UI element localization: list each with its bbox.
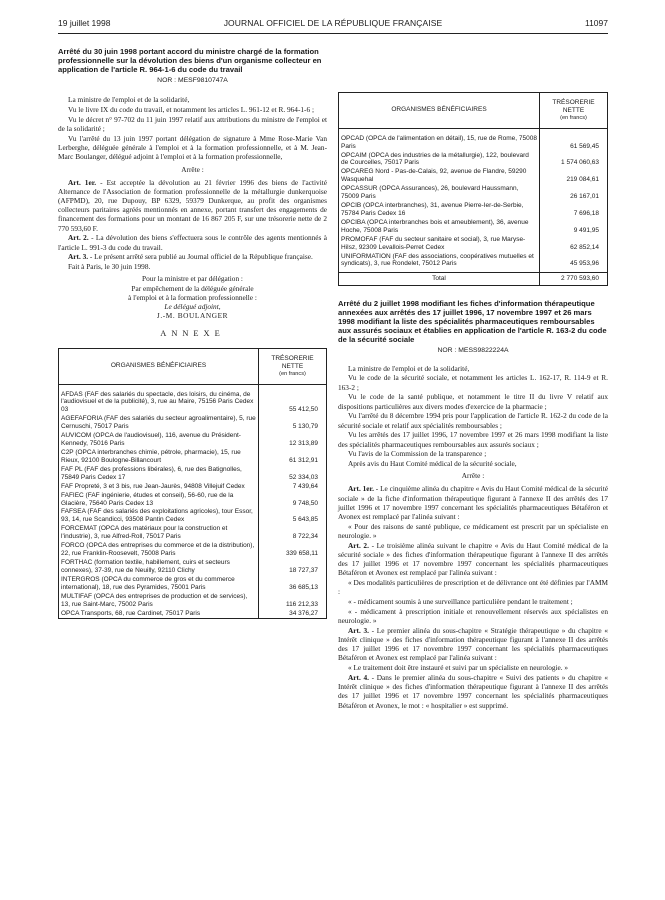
organism-amount: 9 491,95 <box>540 219 608 236</box>
article-label: Art. 2. <box>348 540 369 550</box>
annexe-heading: ANNEXE <box>160 329 225 339</box>
article-text: - Dans le premier alinéa du sous-chapitre « Suivi des patients » du chapitre « Intérêt clinique » des fiches d'information thérapeutique figurant à l'annexe II des arrêtés des 17 juillet 1996 et 17 novembre 1997 concernant les spécialités pharmaceutiques Bétaféron et Avonex, le mot : « hospitalier » est supprimé. <box>338 672 608 710</box>
preamble-paragraph: Vu l'avis de la Commission de la transparence ; <box>348 449 487 459</box>
table-total-row <box>339 273 608 286</box>
organism-name: OPCAIM (OPCA des industries de la métallurgie), 122, boulevard de Courcelles, 75017 Paris <box>339 152 540 169</box>
total-amount: 2 770 593,60 <box>540 273 608 286</box>
table-row <box>339 168 608 185</box>
organism-amount: 52 334,03 <box>259 466 327 483</box>
organism-name: FAF Propreté, 3 et 3 bis, rue Jean-Jaurès, 94808 Villejuif Cedex <box>59 483 259 492</box>
table-row <box>339 253 608 273</box>
preamble-paragraph: La ministre de l'emploi et de la solidarité, <box>348 363 470 373</box>
table-header-row <box>339 93 608 129</box>
table-row <box>339 236 608 253</box>
done-at: Fait à Paris, le 30 juin 1998. <box>68 262 151 272</box>
article-paragraph <box>58 178 327 233</box>
article-text: « - médicament soumis à une surveillance particulière pendant le traitement ; <box>348 597 573 607</box>
organism-name: AUVICOM (OPCA de l'audiovisuel), 116, avenue du Président-Kennedy, 75016 Paris <box>59 432 259 449</box>
preamble-paragraph: Vu le livre IX du code du travail, et notamment les articles L. 961-12 et R. 964-1-6 ; <box>68 105 314 115</box>
table-row <box>339 219 608 236</box>
table-row <box>59 525 327 542</box>
organism-amount: 55 412,50 <box>259 384 327 415</box>
article-text: « Des modalités particulières de prescription et de délivrance ont été définies par l'AMM : <box>338 578 608 597</box>
organism-name: AFDAS (FAF des salariés du spectacle, des loisirs, du cinéma, de l'audiovisuel et de la publicité), 3, rue au Maire, 75156 Paris Cedex 03 <box>59 384 259 415</box>
article-text: « - médicament à prescription initiale et renouvellement réservés aux spécialistes en neurologie. » <box>338 606 608 626</box>
quoted-paragraph <box>338 597 608 606</box>
quoted-paragraph <box>338 607 608 625</box>
organism-amount: 5 130,79 <box>259 415 327 432</box>
organism-name: OPCA Transports, 68, rue Cardinet, 75017 Paris <box>59 610 259 619</box>
signature-line: à l'emploi et à la formation professionnelle : <box>128 292 257 302</box>
preamble-paragraph: Vu le décret n° 97-702 du 11 juin 1997 relatif aux attributions du ministre de l'emploi et de la solidarité ; <box>58 114 327 134</box>
organism-amount: 26 167,01 <box>540 185 608 202</box>
table-row <box>339 152 608 169</box>
organism-amount: 7 696,18 <box>540 202 608 219</box>
decree-title: Arrêté du 2 juillet 1998 modifiant les fiches d'information thérapeutique annexées aux arrêtés des 17 juillet 1996, 17 novembre 1997 et 26 mars 1998 modifiant la liste des spécialités pharmaceutiques remboursables aux assurés sociaux et établies en application de l'article R. 163-2 du code de la sécurité sociale <box>338 299 607 345</box>
article-label: Art. 1er. <box>68 177 97 187</box>
column-header-treasury-unit: (en francs) <box>279 370 306 377</box>
beneficiaries-table <box>58 348 327 620</box>
signature-role: Le délégué adjoint, <box>164 301 221 311</box>
organism-name: OPCAREG Nord - Pas-de-Calais, 92, avenue de Flandre, 59290 Wasquehal <box>339 168 540 185</box>
table-row <box>59 384 327 415</box>
total-label: Total <box>339 273 540 286</box>
header-date: 19 juillet 1998 <box>58 18 111 28</box>
article-paragraph <box>58 233 327 251</box>
organism-amount: 45 953,96 <box>540 253 608 273</box>
column-header-treasury <box>540 93 608 129</box>
signature-line: Pour la ministre et par délégation : <box>142 274 243 284</box>
decree-nor: NOR : MESF9810747A <box>157 76 228 84</box>
organism-amount: 36 685,13 <box>259 576 327 593</box>
organism-amount: 219 084,61 <box>540 168 608 185</box>
article-paragraph <box>58 252 327 261</box>
organism-amount: 9 748,50 <box>259 492 327 509</box>
organism-name: FAFIEC (FAF ingénierie, études et conseil), 56-60, rue de la Glacière, 75640 Paris Cedex 13 <box>59 492 259 509</box>
table-row <box>339 128 608 151</box>
organism-name: AGEFAFORIA (FAF des salariés du secteur agroalimentaire), 5, rue Cernuschi, 75017 Paris <box>59 415 259 432</box>
organism-amount: 18 727,37 <box>259 559 327 576</box>
article-text: - Le présent arrêté sera publié au Journal officiel de la République française. <box>88 252 313 262</box>
organism-amount: 61 569,45 <box>540 128 608 151</box>
organism-amount: 61 312,91 <box>259 449 327 466</box>
quoted-paragraph <box>338 522 608 540</box>
organism-name: FAFSEA (FAF des salariés des exploitations agricoles), tour Essor, 93, 14, rue Scandicci, 93508 Pantin Cedex <box>59 508 259 525</box>
article-text: - Le cinquième alinéa du chapitre « Avis du Haut Comité médical de la sécurité sociale » de la fiche d'information thérapeutique figurant à l'annexe II des arrêtés des 17 juillet 1996 et 17 novembre 1997 concernant les spécialités pharmaceutiques Bétaféron et Avonex est remplacé par l'alinéa suivant : <box>338 484 608 522</box>
decree-nor: NOR : MESS9822224A <box>437 347 509 355</box>
organism-amount: 1 574 060,63 <box>540 152 608 169</box>
article-text: - La dévolution des biens s'effectuera sous le contrôle des agents mentionnés à l'article L. 991-3 du code du travail. <box>58 233 328 252</box>
table-row <box>59 542 327 559</box>
column-header-organisms: ORGANISMES BÉNÉFICIAIRES <box>59 348 259 384</box>
organism-name: FORCEMAT (OPCA des matériaux pour la construction et l'industrie), 3, rue Alfred-Roll, 75017 Paris <box>59 525 259 542</box>
preamble-paragraph: Vu l'arrêté du 13 juin 1997 portant délégation de signature à Mme Rose-Marie Van Lerberghe, déléguée générale à l'emploi et à la formation professionnelle, et à M. Jean-Marc Boulanger, délégué adjoint à l'emploi et à la formation professionnelle, <box>58 133 327 162</box>
signature-line: Par empêchement de la déléguée générale <box>131 283 254 293</box>
article-label: Art. 3. <box>348 625 369 635</box>
organism-name: OPCASSUR (OPCA Assurances), 26, boulevard Haussmann, 75009 Paris <box>339 185 540 202</box>
column-header-treasury <box>259 348 327 384</box>
page-header <box>58 18 608 32</box>
table-row <box>59 576 327 593</box>
organism-name: OPCIB (OPCA interbranches), 31, avenue Pierre-Ier-de-Serbie, 75784 Paris Cedex 16 <box>339 202 540 219</box>
organism-name: MULTIFAF (OPCA des entreprises de production et de services), 13, rue Saint-Marc, 75002 Paris <box>59 593 259 610</box>
article-paragraph <box>338 484 608 521</box>
column-header-organisms: ORGANISMES BÉNÉFICIAIRES <box>339 93 540 129</box>
preamble-paragraph: Vu le code de la sécurité sociale, et notamment les articles L. 162-17, R. 114-9 et R. 163-2 ; <box>338 373 608 392</box>
arrete-heading: Arrête : <box>461 471 485 481</box>
article-text: « Le traitement doit être instauré et suivi par un spécialiste en neurologie. » <box>348 663 569 673</box>
table-row <box>59 483 327 492</box>
table-row <box>59 466 327 483</box>
preamble-paragraph: Vu les arrêtés des 17 juillet 1996, 17 novembre 1997 et 26 mars 1998 modifiant la liste des spécialités pharmaceutiques remboursables aux assurés sociaux ; <box>338 430 608 449</box>
preamble-paragraph: Vu le code de la santé publique, et notamment le titre II du livre V relatif aux dispositions particulières aux divers modes d'exercice de la pharmacie ; <box>338 392 608 411</box>
table-header-row <box>59 348 327 384</box>
quoted-paragraph <box>338 578 608 596</box>
organism-name: UNIFORMATION (FAF des associations, coopératives mutuelles et syndicats), 3, rue Rondelet, 75012 Paris <box>339 253 540 273</box>
beneficiaries-table-continued <box>338 92 608 286</box>
article-label: Art. 1er. <box>348 484 374 494</box>
left-column <box>58 48 327 619</box>
organism-name: C2P (OPCA interbranches chimie, pétrole, pharmacie), 15, rue Rieux, 92100 Boulogne-Billancourt <box>59 449 259 466</box>
preamble-paragraph: Vu l'arrêté du 8 décembre 1994 pris pour l'application de l'article R. 162-2 du code de la sécurité sociale et relatif aux spécialités remboursables ; <box>338 411 608 430</box>
article-label: Art. 2. <box>68 233 89 243</box>
preamble-paragraph: La ministre de l'emploi et de la solidarité, <box>68 95 190 105</box>
organism-name: FAF PL (FAF des professions libérales), 6, rue des Batignolles, 75849 Paris Cedex 17 <box>59 466 259 483</box>
signature-name: J.-M. BOULANGER <box>156 311 229 321</box>
organism-amount: 5 643,85 <box>259 508 327 525</box>
organism-name: INTERGROS (OPCA du commerce de gros et du commerce international), 18, rue des Pyramides, 75001 Paris <box>59 576 259 593</box>
organism-amount: 62 852,14 <box>540 236 608 253</box>
table-row <box>59 559 327 576</box>
article-paragraph <box>338 673 608 710</box>
column-header-treasury-label: TRÉSORERIE NETTE <box>271 354 314 370</box>
organism-amount: 8 722,34 <box>259 525 327 542</box>
organism-name: OPCIBA (OPCA interbranches bois et ameublement), 36, avenue Hoche, 75008 Paris <box>339 219 540 236</box>
organism-amount: 116 212,33 <box>259 593 327 610</box>
signature-block <box>58 274 327 320</box>
organism-name: FORTHAC (formation textile, habillement, cuirs et secteurs connexes), 37-39, rue de Neuilly, 92110 Clichy <box>59 559 259 576</box>
table-row <box>59 449 327 466</box>
header-rule <box>58 33 608 34</box>
column-header-treasury-label: TRÉSORERIE NETTE <box>552 99 595 114</box>
article-label: Art. 3. <box>68 252 89 262</box>
article-text: - Est acceptée la dévolution au 21 février 1996 des biens de l'activité Alternance de l'Association de formation professionnelle de la métallurgie dunkerquoise (AFPMD), 20, rue Dupouy, BP 6329, 59379 Dunkerque, au profit des organismes collecteurs paritaires agréés mentionnés en annexe, portant transfert des engagements de financement des formations pour un montant de 16 867 205 F, sur une trésorerie nette de 2 770 593,60 F. <box>58 177 328 233</box>
organism-amount: 339 658,11 <box>259 542 327 559</box>
article-label: Art. 4. <box>348 672 369 682</box>
organism-amount: 7 439,64 <box>259 483 327 492</box>
table-row <box>59 593 327 610</box>
article-text: - Le troisième alinéa suivant le chapitre « Avis du Haut Comité médical de la sécurité sociale » des fiches d'information thérapeutique figurant à l'annexe II des arrêtés des 17 juillet 1996 et 17 novembre 1997 concernant les spécialités pharmaceutiques Bétaféron et Avonex est remplacé par l'alinéa suivant : <box>338 540 609 578</box>
table-row <box>59 415 327 432</box>
article-paragraph <box>338 541 608 578</box>
table-row <box>59 508 327 525</box>
organism-name: FORCO (OPCA des entreprises du commerce et de la distribution), 22, rue Franklin-Roosevelt, 75008 Paris <box>59 542 259 559</box>
article-text: - Le premier alinéa du sous-chapitre « Stratégie thérapeutique » du chapitre « Intérêt clinique » des fiches d'information thérapeutique figurant à l'annexe II des arrêtés des 17 juillet 1996 et 17 novembre 1997 concernant les spécialités pharmaceutiques Bétaféron et Avonex est remplacé par l'alinéa suivant : <box>338 625 608 663</box>
organism-amount: 34 376,27 <box>259 610 327 619</box>
column-header-treasury-unit: (en francs) <box>560 114 587 121</box>
table-row <box>59 610 327 619</box>
table-row <box>339 202 608 219</box>
preamble-paragraph: Après avis du Haut Comité médical de la sécurité sociale, <box>348 459 517 469</box>
article-text: « Pour des raisons de santé publique, ce médicament est prescrit par un spécialiste en neurologie. » <box>338 521 608 540</box>
article-paragraph <box>338 626 608 663</box>
organism-name: PROMOFAF (FAF du secteur sanitaire et social), 3, rue Maryse-Hilsz, 92309 Levallois-Perret Cedex <box>339 236 540 253</box>
quoted-paragraph <box>338 663 608 672</box>
organism-amount: 12 313,89 <box>259 432 327 449</box>
header-journal-title: JOURNAL OFFICIEL DE LA RÉPUBLIQUE FRANÇAISE <box>223 18 443 28</box>
arrete-heading: Arrête : <box>181 164 204 174</box>
right-column <box>338 92 608 710</box>
organism-name: OPCAD (OPCA de l'alimentation en détail), 15, rue de Rome, 75008 Paris <box>339 128 540 151</box>
table-row <box>339 185 608 202</box>
table-row <box>59 492 327 509</box>
header-page-number: 11097 <box>584 18 608 28</box>
decree-title: Arrêté du 30 juin 1998 portant accord du ministre chargé de la formation professionnelle sur la dévolution des biens d'un organisme collecteur en application de l'article R. 964-1-6 du code du travail <box>58 47 322 74</box>
table-row <box>59 432 327 449</box>
